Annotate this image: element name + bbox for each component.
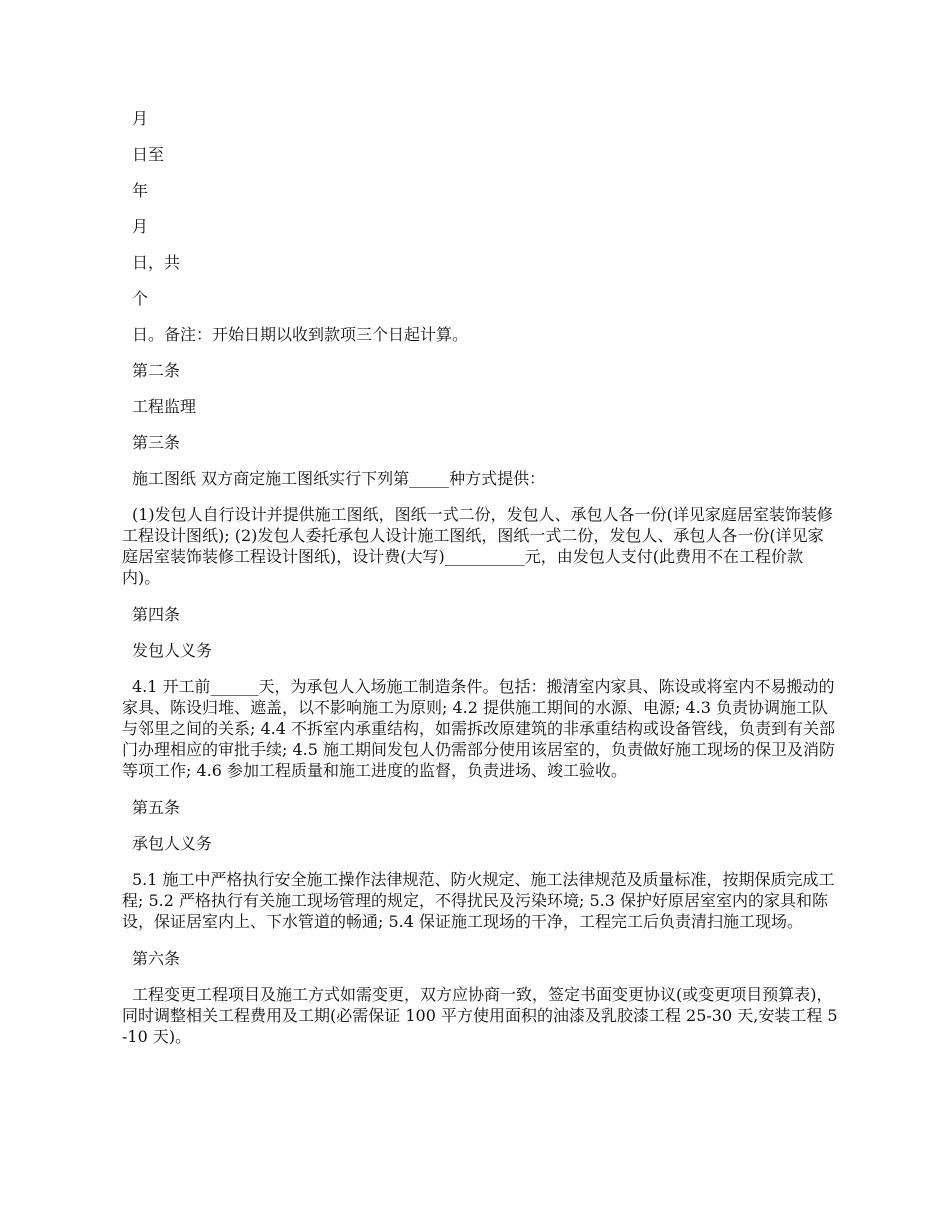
article-3-body-text: (1)发包人自行设计并提供施工图纸，图纸一式二份，发包人、承包人各一份(详见家庭居室装饰装修工程设计图纸); (2)发包人委托承包人设计施工图纸，图纸一式二份，发包人、承包人各一份(详见家庭居室装饰装修工程设计图纸)，设计费(大写)__________元，由发包人支付(此费用不在工程价款内)。 bbox=[122, 505, 833, 587]
text-line-year: 年 bbox=[132, 181, 149, 200]
article-3-body bbox=[122, 504, 838, 588]
article-6-heading: 第六条 bbox=[132, 949, 181, 968]
text-line-day-total: 日，共 bbox=[132, 253, 181, 272]
text-line-month-2: 月 bbox=[132, 217, 149, 236]
text-line-day-to: 日至 bbox=[132, 145, 165, 164]
article-5-body-text: 5.1 施工中严格执行安全施工操作法律规范、防火规定、施工法律规范及质量标准，按期保质完成工程; 5.2 严格执行有关施工现场管理的规定，不得扰民及污染环境; 5.3 保护好原居室室内的家具和陈设，保证居室内上、下水管道的畅通; 5.4 保证施工现场的干净，工程完工后负责清扫施工现场。 bbox=[122, 870, 835, 931]
text-line-month: 月 bbox=[132, 109, 149, 128]
article-4-heading: 第四条 bbox=[132, 605, 181, 624]
article-6-body-text: 工程变更工程项目及施工方式如需变更，双方应协商一致，签定书面变更协议(或变更项目预算表)，同时调整相关工程费用及工期(必需保证 100 平方使用面积的油漆及乳胶漆工程 25-30 天,安装工程 5-10 天)。 bbox=[122, 985, 838, 1046]
article-2-heading: 第二条 bbox=[132, 361, 181, 380]
article-2-title: 工程监理 bbox=[132, 397, 197, 416]
text-line-count: 个 bbox=[132, 289, 149, 308]
article-6-body bbox=[122, 984, 838, 1047]
article-3-heading: 第三条 bbox=[132, 433, 181, 452]
article-4-body bbox=[122, 676, 838, 781]
article-4-body-text: 4.1 开工前______天，为承包人入场施工制造条件。包括：搬清室内家具、陈设或将室内不易搬动的家具、陈设归堆、遮盖，以不影响施工为原则; 4.2 提供施工期间的水源、电源; 4.3 负责协调施工队与邻里之间的关系; 4.4 不拆室内承重结构，如需拆改原建筑的非承重结构或设备管线，负责到有关部门办理相应的审批手续; 4.5 施工期间发包人仍需部分使用该居室的，负责做好施工现场的保卫及消防等项工作; 4.6 参加工程质量和施工进度的监督，负责进场、竣工验收。 bbox=[122, 677, 836, 780]
article-3-title: 施工图纸 双方商定施工图纸实行下列第_____种方式提供： bbox=[132, 469, 546, 488]
article-5-title: 承包人义务 bbox=[132, 834, 213, 853]
article-4-title: 发包人义务 bbox=[132, 641, 213, 660]
article-5-heading: 第五条 bbox=[132, 798, 181, 817]
text-line-remark: 日。备注：开始日期以收到款项三个日起计算。 bbox=[132, 325, 469, 344]
article-5-body bbox=[122, 869, 838, 932]
